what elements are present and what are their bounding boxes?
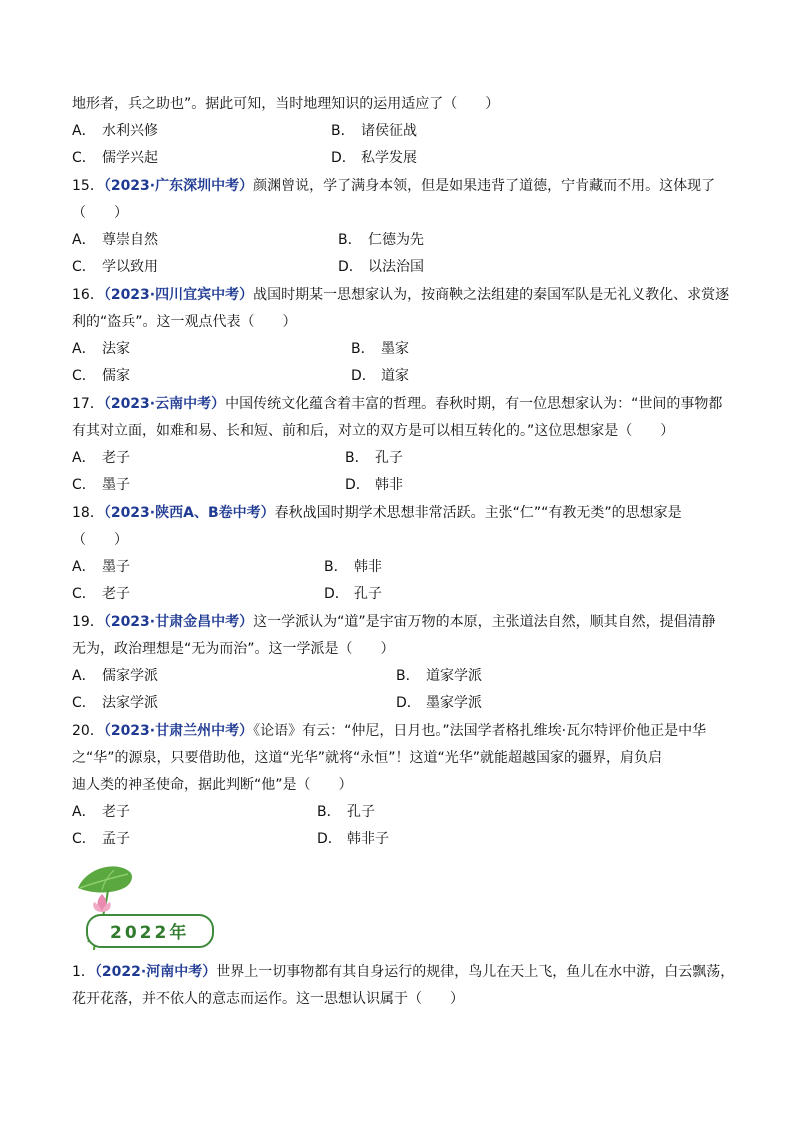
q18-option-d[interactable] — [324, 584, 382, 604]
option-letter: C． — [72, 368, 96, 384]
q15-option-a[interactable] — [72, 230, 158, 250]
question-source: （2023·陕西A、B卷中考） — [103, 505, 275, 521]
q17-option-d[interactable] — [345, 475, 403, 495]
question-text: 《论语》有云：“仲尼，日月也。”法国学者格扎维埃·瓦尔特评价他正是中华 — [253, 723, 707, 739]
option-letter: C． — [72, 586, 96, 602]
q18-stem-line2: （ ） — [72, 532, 128, 548]
q17-option-c[interactable] — [72, 475, 130, 495]
option-text: 道家 — [381, 368, 409, 384]
option-text: 韩非子 — [347, 831, 389, 847]
option-letter: A． — [72, 668, 96, 684]
question-source: （2023·广东深圳中考） — [103, 178, 254, 194]
q16-stem-line2: 利的“盗兵”。这一观点代表（ ） — [72, 314, 297, 330]
option-text: 孔子 — [347, 804, 375, 820]
option-letter: B． — [331, 123, 355, 139]
option-letter: D． — [317, 831, 342, 847]
q14-option-d[interactable] — [331, 148, 417, 168]
q15-option-c[interactable] — [72, 257, 158, 277]
option-text: 孟子 — [102, 831, 130, 847]
q17-option-a[interactable] — [72, 448, 130, 468]
q20-option-b[interactable] — [317, 802, 375, 822]
option-letter: B． — [317, 804, 341, 820]
q16-stem-line1 — [72, 285, 732, 305]
question-source: （2023·四川宜宾中考） — [103, 287, 254, 303]
q20-option-a[interactable] — [72, 802, 130, 822]
q2022-1-stem-line2: 花开花落，并不依人的意志而运作。这一思想认识属于（ ） — [72, 991, 464, 1007]
option-text: 法家学派 — [102, 695, 158, 711]
q14-option-b[interactable] — [331, 121, 417, 141]
q19-stem-line1 — [72, 612, 732, 632]
question-number: 17． — [72, 396, 104, 412]
question-text: 世界上一切事物都有其自身运行的规律，鸟儿在天上飞，鱼儿在水中游，白云飘荡， — [216, 964, 735, 980]
q14-option-c[interactable] — [72, 148, 158, 168]
q14-option-a[interactable] — [72, 121, 158, 141]
q19-stem-line2: 无为，政治理想是“无为而治”。这一学派是（ ） — [72, 641, 395, 657]
option-text: 儒家学派 — [102, 668, 158, 684]
option-letter: B． — [324, 559, 348, 575]
option-letter: D． — [324, 586, 349, 602]
q15-option-d[interactable] — [338, 257, 424, 277]
option-text: 韩非 — [354, 559, 382, 575]
option-text: 墨家 — [381, 341, 409, 357]
option-text: 道家学派 — [426, 668, 482, 684]
option-letter: D． — [396, 695, 421, 711]
option-letter: C． — [72, 150, 96, 166]
question-number: 19． — [72, 614, 104, 630]
option-text: 老子 — [102, 804, 130, 820]
option-letter: D． — [338, 259, 363, 275]
option-text: 墨子 — [102, 559, 130, 575]
option-text: 墨子 — [102, 477, 130, 493]
q20-stem-line1 — [72, 721, 732, 741]
question-text: 战国时期某一思想家认为，按商鞅之法组建的秦国军队是无礼义教化、求赏逐 — [253, 287, 730, 303]
option-text: 老子 — [102, 450, 130, 466]
q17-stem-line2: 有其对立面，如难和易、长和短、前和后，对立的双方是可以相互转化的。”这位思想家是（ ） — [72, 423, 675, 439]
question-number: 18． — [72, 505, 104, 521]
option-text: 儒学兴起 — [102, 150, 158, 166]
question-source: （2022·河南中考） — [94, 964, 217, 980]
question-number: 16． — [72, 287, 104, 303]
option-text: 老子 — [102, 586, 130, 602]
q16-option-d[interactable] — [351, 366, 409, 386]
q18-option-a[interactable] — [72, 557, 130, 577]
question-source: （2023·甘肃金昌中考） — [103, 614, 254, 630]
q20-option-d[interactable] — [317, 829, 389, 849]
q18-option-b[interactable] — [324, 557, 382, 577]
option-letter: A． — [72, 559, 96, 575]
option-text: 法家 — [102, 341, 130, 357]
q15-stem-line2: （ ） — [72, 205, 128, 221]
q16-option-a[interactable] — [72, 339, 130, 359]
option-text: 以法治国 — [368, 259, 424, 275]
option-letter: A． — [72, 804, 96, 820]
option-letter: C． — [72, 477, 96, 493]
option-letter: A． — [72, 341, 96, 357]
option-text: 韩非 — [375, 477, 403, 493]
q20-option-c[interactable] — [72, 829, 130, 849]
q19-option-d[interactable] — [396, 693, 482, 713]
year-badge-label: 2022年 — [110, 923, 190, 943]
q19-option-c[interactable] — [72, 693, 158, 713]
option-text: 尊崇自然 — [102, 232, 158, 248]
question-text: 这一学派认为“道”是宇宙万物的本原，主张道法自然，顺其自然，提倡清静 — [253, 614, 716, 630]
q20-stem-line2: 之“华”的源泉，只要借助他，这道“光华”就将“永恒”！这道“光华”就能超越国家的疆界，肩负启 — [72, 750, 663, 766]
q15-stem-line1 — [72, 176, 732, 196]
question-text: 中国传统文化蕴含着丰富的哲理。春秋时期，有一位思想家认为：“世间的事物都 — [225, 396, 723, 412]
option-text: 诸侯征战 — [361, 123, 417, 139]
question-number: 1． — [72, 964, 95, 980]
question-text: 颜渊曾说，学了满身本领，但是如果违背了道德，宁肯藏而不用。这体现了 — [253, 178, 716, 194]
option-letter: B． — [351, 341, 375, 357]
option-text: 学以致用 — [102, 259, 158, 275]
option-text: 私学发展 — [361, 150, 417, 166]
q17-stem-line1 — [72, 394, 732, 414]
option-letter: A． — [72, 450, 96, 466]
option-letter: B． — [345, 450, 369, 466]
q19-option-b[interactable] — [396, 666, 482, 686]
question-source: （2023·云南中考） — [103, 396, 226, 412]
option-letter: C． — [72, 259, 96, 275]
q19-option-a[interactable] — [72, 666, 158, 686]
option-text: 仁德为先 — [368, 232, 424, 248]
option-letter: B． — [396, 668, 420, 684]
option-letter: A． — [72, 123, 96, 139]
q14-stem-tail: 地形者，兵之助也”。据此可知，当时地理知识的运用适应了（ ） — [72, 96, 500, 112]
question-text: 春秋战国时期学术思想非常活跃。主张“仁”“有教无类”的思想家是 — [274, 505, 682, 521]
q2022-1-stem-line1 — [72, 962, 735, 982]
option-text: 孔子 — [354, 586, 382, 602]
option-letter: D． — [331, 150, 356, 166]
option-text: 儒家 — [102, 368, 130, 384]
question-source: （2023·甘肃兰州中考） — [103, 723, 254, 739]
option-text: 墨家学派 — [426, 695, 482, 711]
q18-option-c[interactable] — [72, 584, 130, 604]
option-letter: D． — [351, 368, 376, 384]
option-text: 水利兴修 — [102, 123, 158, 139]
q20-stem-line3: 迪人类的神圣使命，据此判断“他”是（ ） — [72, 777, 353, 793]
option-text: 孔子 — [375, 450, 403, 466]
q16-option-c[interactable] — [72, 366, 130, 386]
question-number: 15． — [72, 178, 104, 194]
option-letter: C． — [72, 831, 96, 847]
option-letter: C． — [72, 695, 96, 711]
section-header-2022 — [72, 862, 222, 952]
q15-option-b[interactable] — [338, 230, 424, 250]
option-letter: B． — [338, 232, 362, 248]
option-letter: A． — [72, 232, 96, 248]
q18-stem-line1 — [72, 503, 732, 523]
q16-option-b[interactable] — [351, 339, 409, 359]
question-number: 20． — [72, 723, 104, 739]
q17-option-b[interactable] — [345, 448, 403, 468]
option-letter: D． — [345, 477, 370, 493]
